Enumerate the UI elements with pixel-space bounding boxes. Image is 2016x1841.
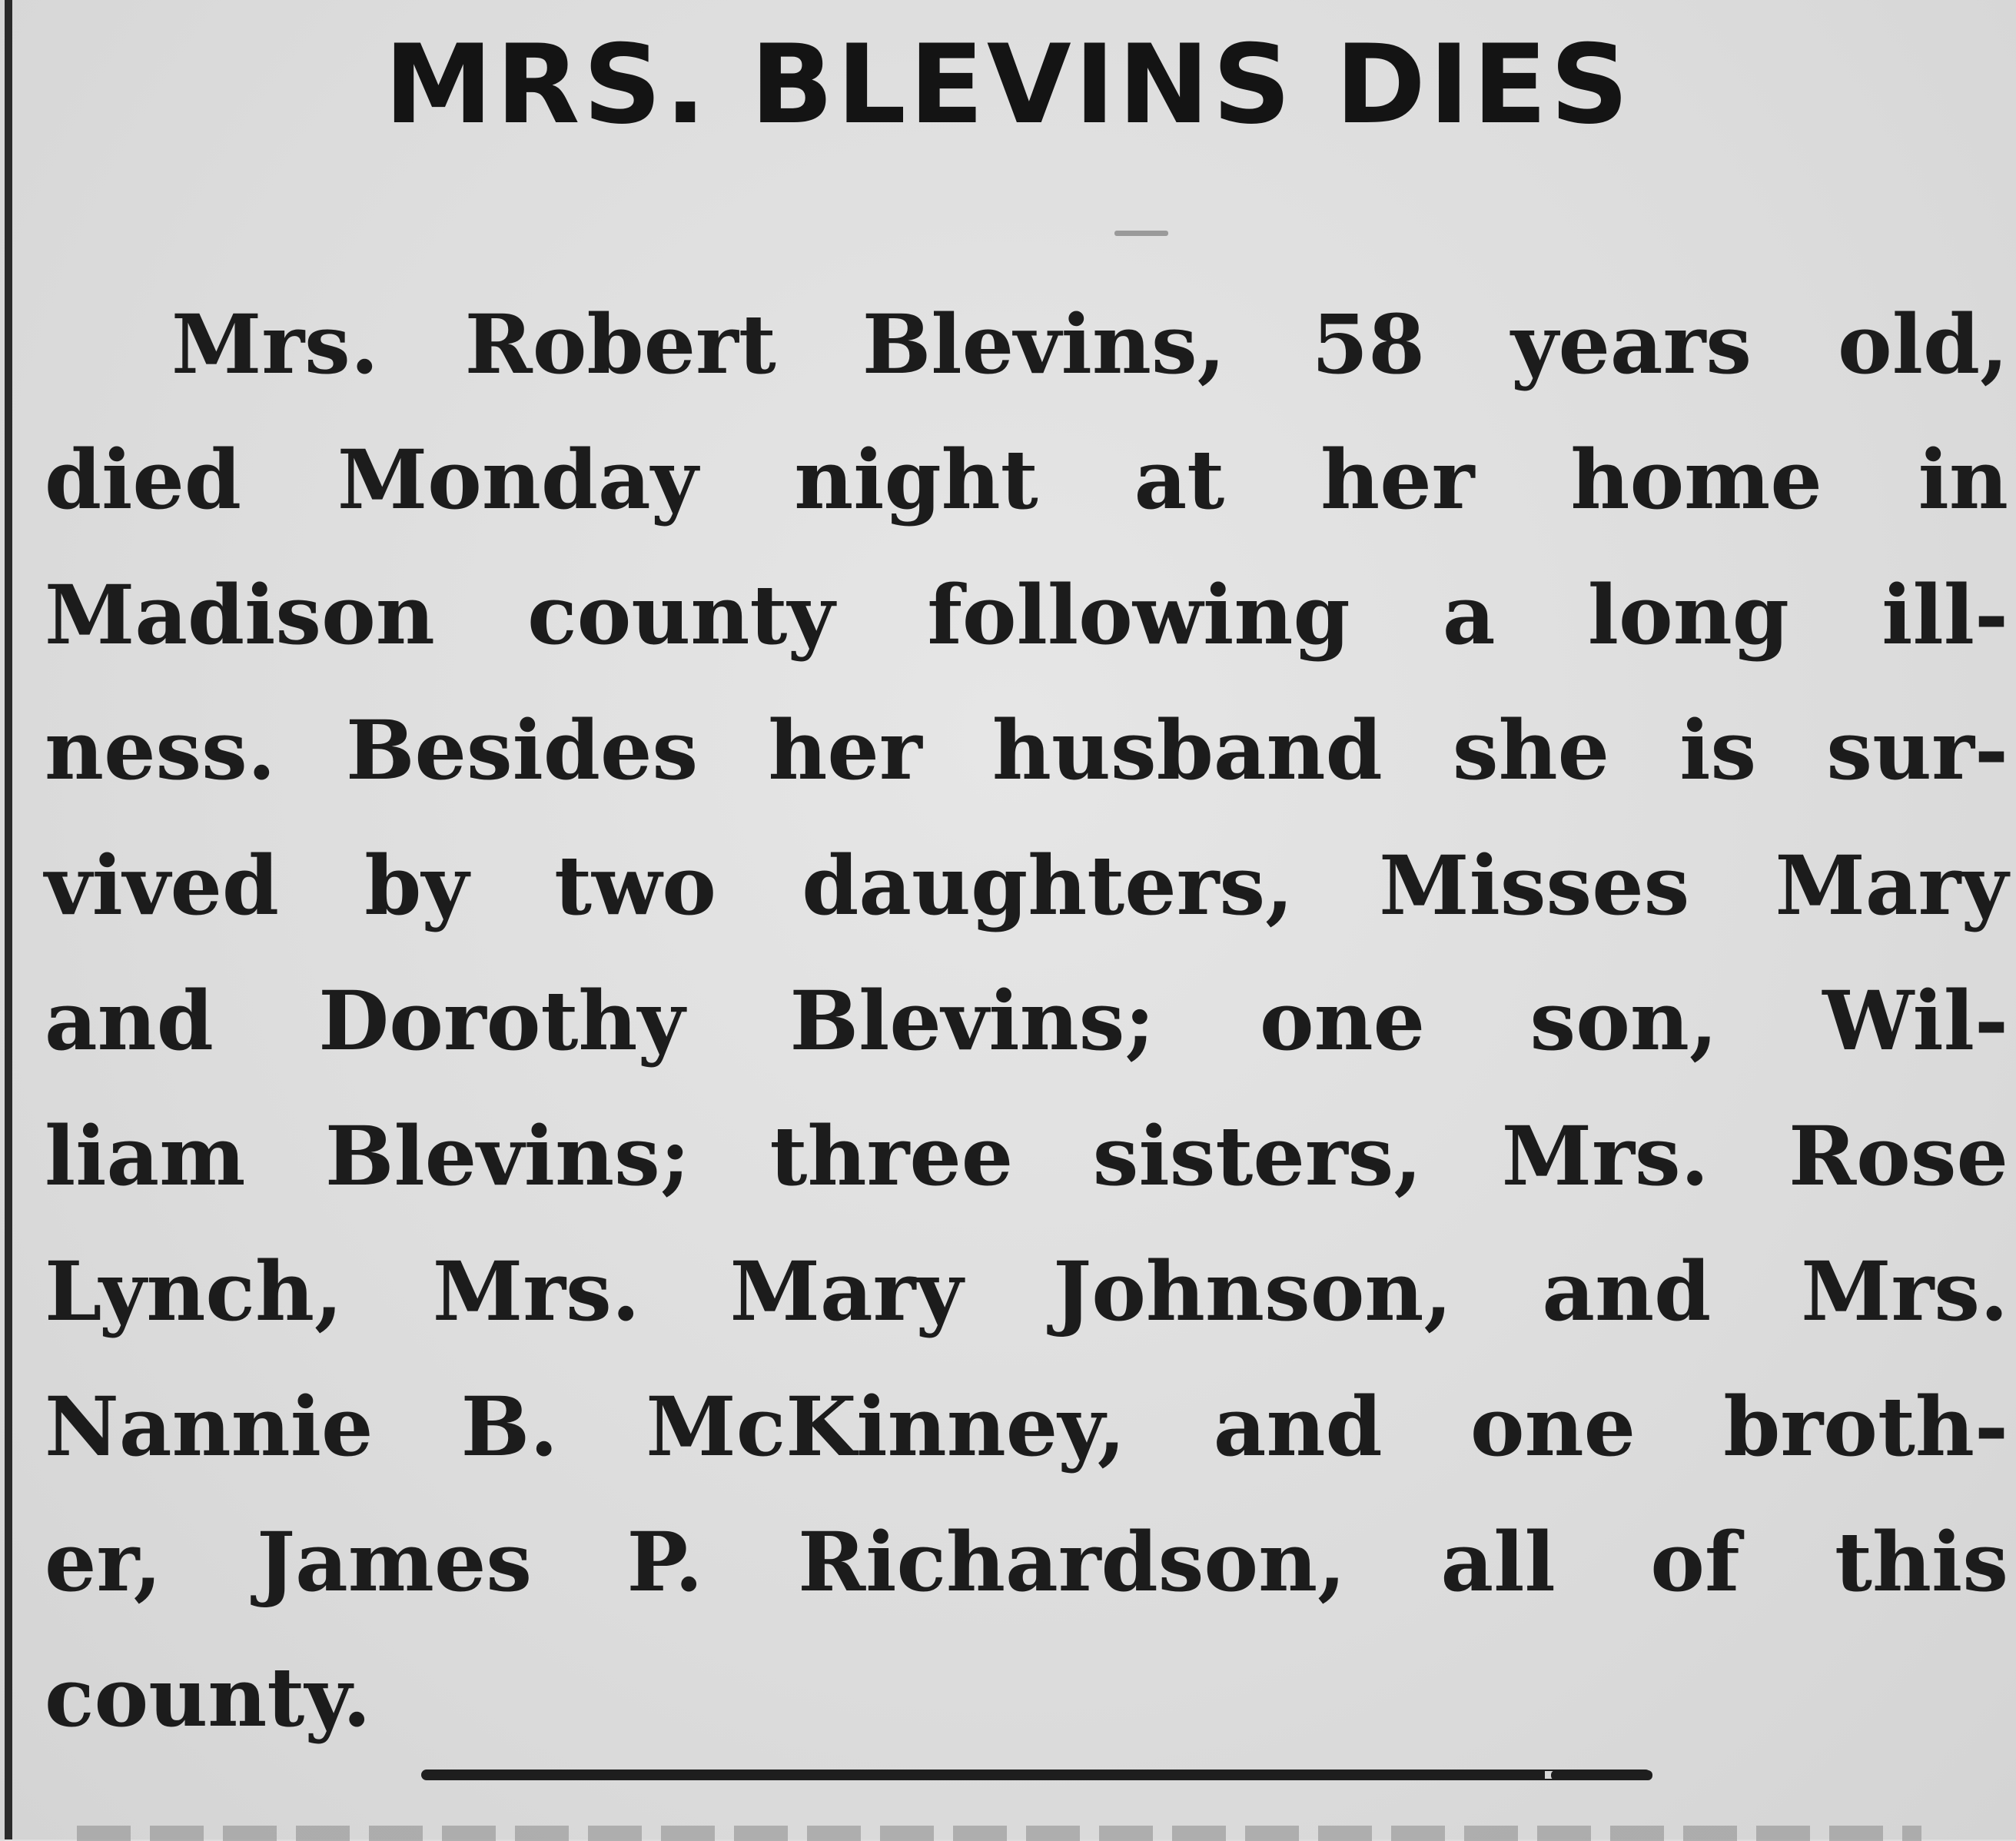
- next-article-heading-cropped: [77, 1826, 1921, 1841]
- article-line: ness. Besides her husband she is sur-: [45, 702, 2008, 798]
- article-line: died Monday night at her home in: [45, 431, 2008, 527]
- article-line: Lynch, Mrs. Mary Johnson, and Mrs.: [45, 1243, 2008, 1339]
- article-line: Mrs. Robert Blevins, 58 years old,: [171, 296, 2008, 392]
- article-line: county.: [45, 1649, 371, 1745]
- article-line: vived by two daughters, Misses Mary: [45, 837, 2008, 933]
- end-of-article-rule-tail: [1551, 1770, 1652, 1780]
- headline-separator-dash: [1114, 231, 1168, 236]
- column-rule-left: [5, 0, 12, 1839]
- article-line: er, James P. Richardson, all of this: [45, 1514, 2008, 1610]
- end-of-article-rule: [421, 1770, 1651, 1780]
- headline: MRS. BLEVINS DIES: [384, 22, 1632, 148]
- article-line: Madison county following a long ill-: [45, 567, 2008, 663]
- article-line: and Dorothy Blevins; one son, Wil-: [45, 972, 2008, 1068]
- article-line: Nannie B. McKinney, and one broth-: [45, 1378, 2008, 1474]
- article-body: [45, 277, 2008, 1765]
- article-line: liam Blevins; three sisters, Mrs. Rose: [45, 1108, 2008, 1204]
